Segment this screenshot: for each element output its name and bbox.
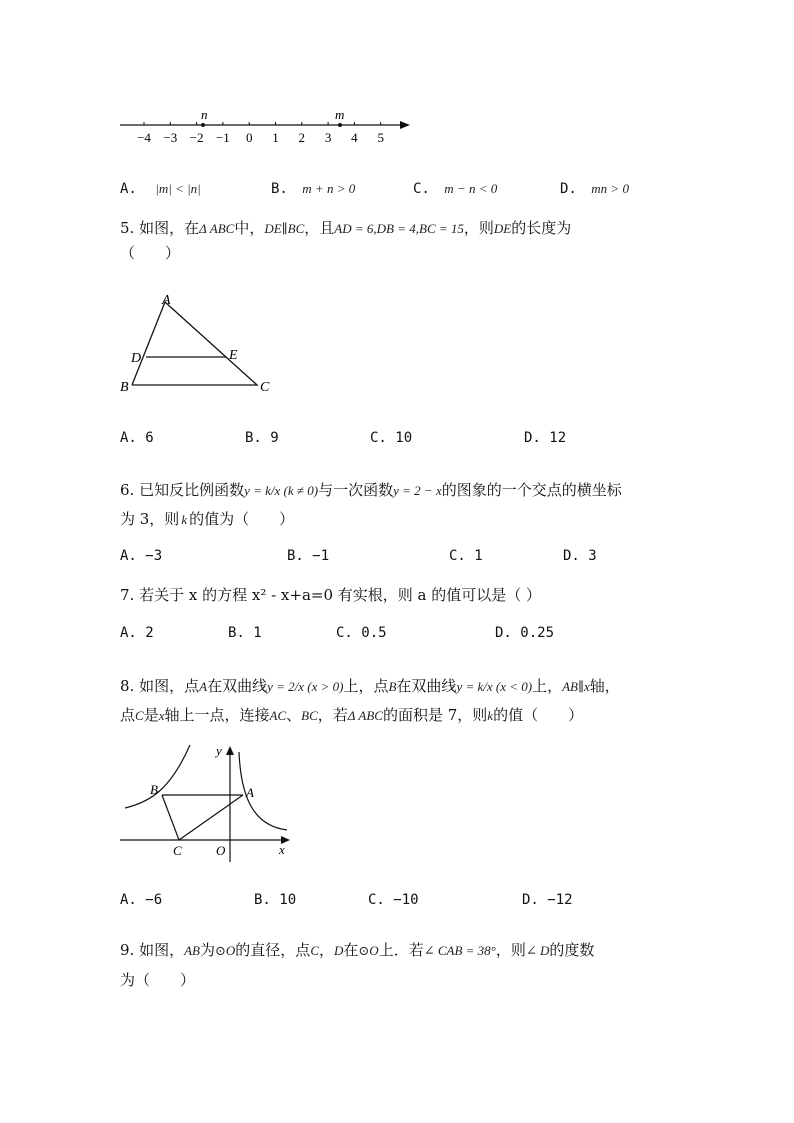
text: 为 3，则 (120, 510, 180, 528)
text: ， (318, 941, 334, 959)
question-number: 8. (120, 677, 135, 695)
option-letter: D. (522, 892, 539, 908)
q7-stem (120, 585, 541, 605)
number-line-arrow (400, 121, 410, 129)
point-m-label: m (335, 107, 345, 122)
math: DE∥BC (264, 221, 305, 236)
math: k (181, 512, 188, 527)
option-letter: A. (120, 181, 137, 197)
option-letter: B. (254, 892, 271, 908)
number-line-figure (110, 100, 420, 150)
text: 的直径，点 (235, 941, 311, 959)
triangle-figure (112, 288, 282, 398)
number-line-tick-label: 4 (351, 130, 358, 145)
option-letter: D. (495, 625, 512, 641)
q4-option-b[interactable] (271, 181, 355, 197)
option-value: −6 (145, 892, 163, 908)
option-value: 10 (279, 892, 297, 908)
math: y = 2/x (x > 0) (267, 679, 344, 694)
option-letter: A. (120, 430, 137, 446)
text: ，若 (317, 706, 348, 724)
q8-option-d[interactable] (522, 892, 573, 908)
label-o: O (216, 843, 226, 858)
math: C (310, 943, 319, 958)
q6-option-b[interactable] (287, 548, 329, 564)
q6-option-c[interactable] (449, 548, 483, 564)
option-value: −3 (145, 548, 163, 564)
q8-option-c[interactable] (368, 892, 419, 908)
option-expr: |m| < |n| (155, 181, 201, 196)
math: ⊙O (215, 943, 236, 958)
hyperbola-left-branch (125, 745, 190, 808)
question-number: 5. (120, 219, 135, 237)
q4-option-c[interactable] (413, 181, 497, 197)
q7-option-b[interactable] (228, 625, 262, 641)
option-expr: mn > 0 (591, 181, 629, 196)
math: AD = 6,DB = 4,BC = 15 (334, 221, 464, 236)
question-number: 6. (120, 481, 135, 499)
q6-stem-line2 (120, 509, 294, 530)
number-line-tick-label: 5 (377, 130, 384, 145)
q9-stem-line2: 为（ ） (120, 971, 196, 989)
text: ，则 (495, 941, 526, 959)
text: 与一次函数 (318, 481, 394, 499)
math: y = k/x (k ≠ 0) (244, 483, 319, 498)
number-line-tick-label: −2 (189, 130, 204, 145)
text: 、 (286, 706, 302, 724)
q5-answer-paren: （ ） (120, 244, 181, 262)
option-letter: C. (370, 430, 387, 446)
text: 如图，点 (139, 677, 200, 695)
q7-option-a[interactable] (120, 625, 154, 641)
q4-option-a[interactable] (120, 181, 201, 197)
text: 的值（ ） (493, 706, 584, 724)
number-line-tick-label: −3 (163, 130, 178, 145)
q5-option-d[interactable] (524, 430, 566, 446)
text: 点 (120, 706, 136, 724)
text: 上，点 (343, 677, 389, 695)
math: BC (301, 708, 318, 723)
option-value: 10 (395, 430, 413, 446)
option-value: 3 (588, 548, 597, 564)
text: 中， (234, 219, 265, 237)
text: 的图象的一个交点的横坐标 (441, 481, 622, 499)
q7-option-c[interactable] (336, 625, 387, 641)
question-number: 7. (120, 586, 135, 604)
label-a: A (162, 293, 171, 308)
option-expr: m + n > 0 (302, 181, 356, 196)
math: y = 2 − x (393, 483, 442, 498)
number-line-tick-label: −1 (215, 130, 230, 145)
option-letter: A. (120, 625, 137, 641)
math: D (334, 943, 344, 958)
math: ∠ CAB = 38° (423, 943, 496, 958)
q6-stem-line1 (120, 480, 622, 501)
text: 如图， (139, 941, 185, 959)
text: 已知反比例函数 (139, 481, 245, 499)
option-letter: A. (120, 892, 137, 908)
option-letter: B. (287, 548, 304, 564)
label-d: D (131, 351, 142, 366)
math: y = k/x (x < 0) (456, 679, 533, 694)
text: ，且 (304, 219, 335, 237)
q6-option-d[interactable] (563, 548, 597, 564)
option-letter: C. (336, 625, 353, 641)
point-m-dot (338, 123, 342, 127)
math: AC (269, 708, 287, 723)
q9-stem-line1 (120, 940, 594, 961)
number-line-tick-label: 3 (324, 130, 332, 145)
q8-stem-line1 (120, 676, 620, 697)
text: 是 (143, 706, 159, 724)
y-axis-arrow (226, 746, 234, 755)
option-letter: B. (228, 625, 245, 641)
number-line-tick-label: −4 (137, 130, 151, 145)
option-value: 0.25 (520, 625, 555, 641)
option-value: 6 (145, 430, 154, 446)
q5-option-a[interactable] (120, 430, 154, 446)
option-letter: D. (560, 181, 577, 197)
math: Δ ABC (199, 221, 235, 236)
text: 轴， (589, 677, 620, 695)
text: 轴上一点，连接 (164, 706, 270, 724)
q7-option-d[interactable] (495, 625, 554, 641)
text: 的长度为 (511, 219, 572, 237)
math: Δ ABC (347, 708, 383, 723)
math: C (135, 708, 144, 723)
option-letter: D. (524, 430, 541, 446)
label-x: x (279, 842, 285, 857)
q4-option-d[interactable] (560, 181, 629, 197)
text: 在双曲线 (396, 677, 457, 695)
label-e: E (229, 348, 238, 363)
math: DE (493, 221, 512, 236)
math: B (388, 679, 397, 694)
number-line-tick-label: 0 (245, 130, 253, 145)
label-b: B (120, 380, 129, 395)
number-line-tick-label: 1 (272, 130, 279, 145)
text: 的度数 (549, 941, 595, 959)
option-value: −1 (312, 548, 330, 564)
label-c: C (173, 843, 182, 858)
q5-option-b[interactable] (245, 430, 279, 446)
text: 上， (532, 677, 563, 695)
label-c: C (260, 380, 270, 395)
q6-option-a[interactable] (120, 548, 162, 564)
math: A (199, 679, 208, 694)
q5-stem (120, 218, 571, 239)
option-letter: C. (413, 181, 430, 197)
label-a: A (246, 785, 254, 800)
math: ⊙O (358, 943, 379, 958)
label-y: y (216, 743, 222, 758)
option-value: 1 (253, 625, 262, 641)
option-letter: C. (449, 548, 466, 564)
q5-option-c[interactable] (370, 430, 412, 446)
question-number: 9. (120, 941, 135, 959)
math: AB∥x (562, 679, 590, 694)
math: ∠ D (525, 943, 550, 958)
point-n-dot (201, 123, 205, 127)
math: AB (184, 943, 200, 958)
text: 的值为（ ） (189, 510, 295, 528)
segment-bc (162, 795, 179, 840)
text: 如图，在 (139, 219, 200, 237)
text: 的面积是 7，则 (382, 706, 488, 724)
option-value: 1 (474, 548, 483, 564)
option-letter: B. (271, 181, 288, 197)
option-value: 0.5 (361, 625, 387, 641)
q8-option-b[interactable] (254, 892, 296, 908)
text: ，则 (463, 219, 494, 237)
text: 在双曲线 (207, 677, 268, 695)
segment-ac (179, 795, 243, 840)
point-n-label: n (201, 107, 208, 122)
triangle-abc (132, 302, 257, 385)
q8-stem-line2 (120, 705, 583, 726)
option-value: 12 (549, 430, 567, 446)
option-value: 2 (145, 625, 154, 641)
option-value: −10 (393, 892, 419, 908)
option-letter: A. (120, 548, 137, 564)
question-text: 若关于 x 的方程 x² - x+a=0 有实根，则 a 的值可以是（ ） (139, 586, 542, 604)
text: 在 (343, 941, 359, 959)
option-value: 9 (270, 430, 279, 446)
text: 上．若 (378, 941, 424, 959)
option-expr: m − n < 0 (444, 181, 498, 196)
option-value: −12 (547, 892, 573, 908)
hyperbola-figure (115, 740, 295, 865)
math: x (158, 708, 165, 723)
option-letter: C. (368, 892, 385, 908)
q8-option-a[interactable] (120, 892, 162, 908)
option-letter: B. (245, 430, 262, 446)
label-b: B (150, 782, 158, 797)
number-line-tick-label: 2 (298, 130, 306, 145)
option-letter: D. (563, 548, 580, 564)
math: k (487, 708, 494, 723)
text: 为 (200, 941, 216, 959)
